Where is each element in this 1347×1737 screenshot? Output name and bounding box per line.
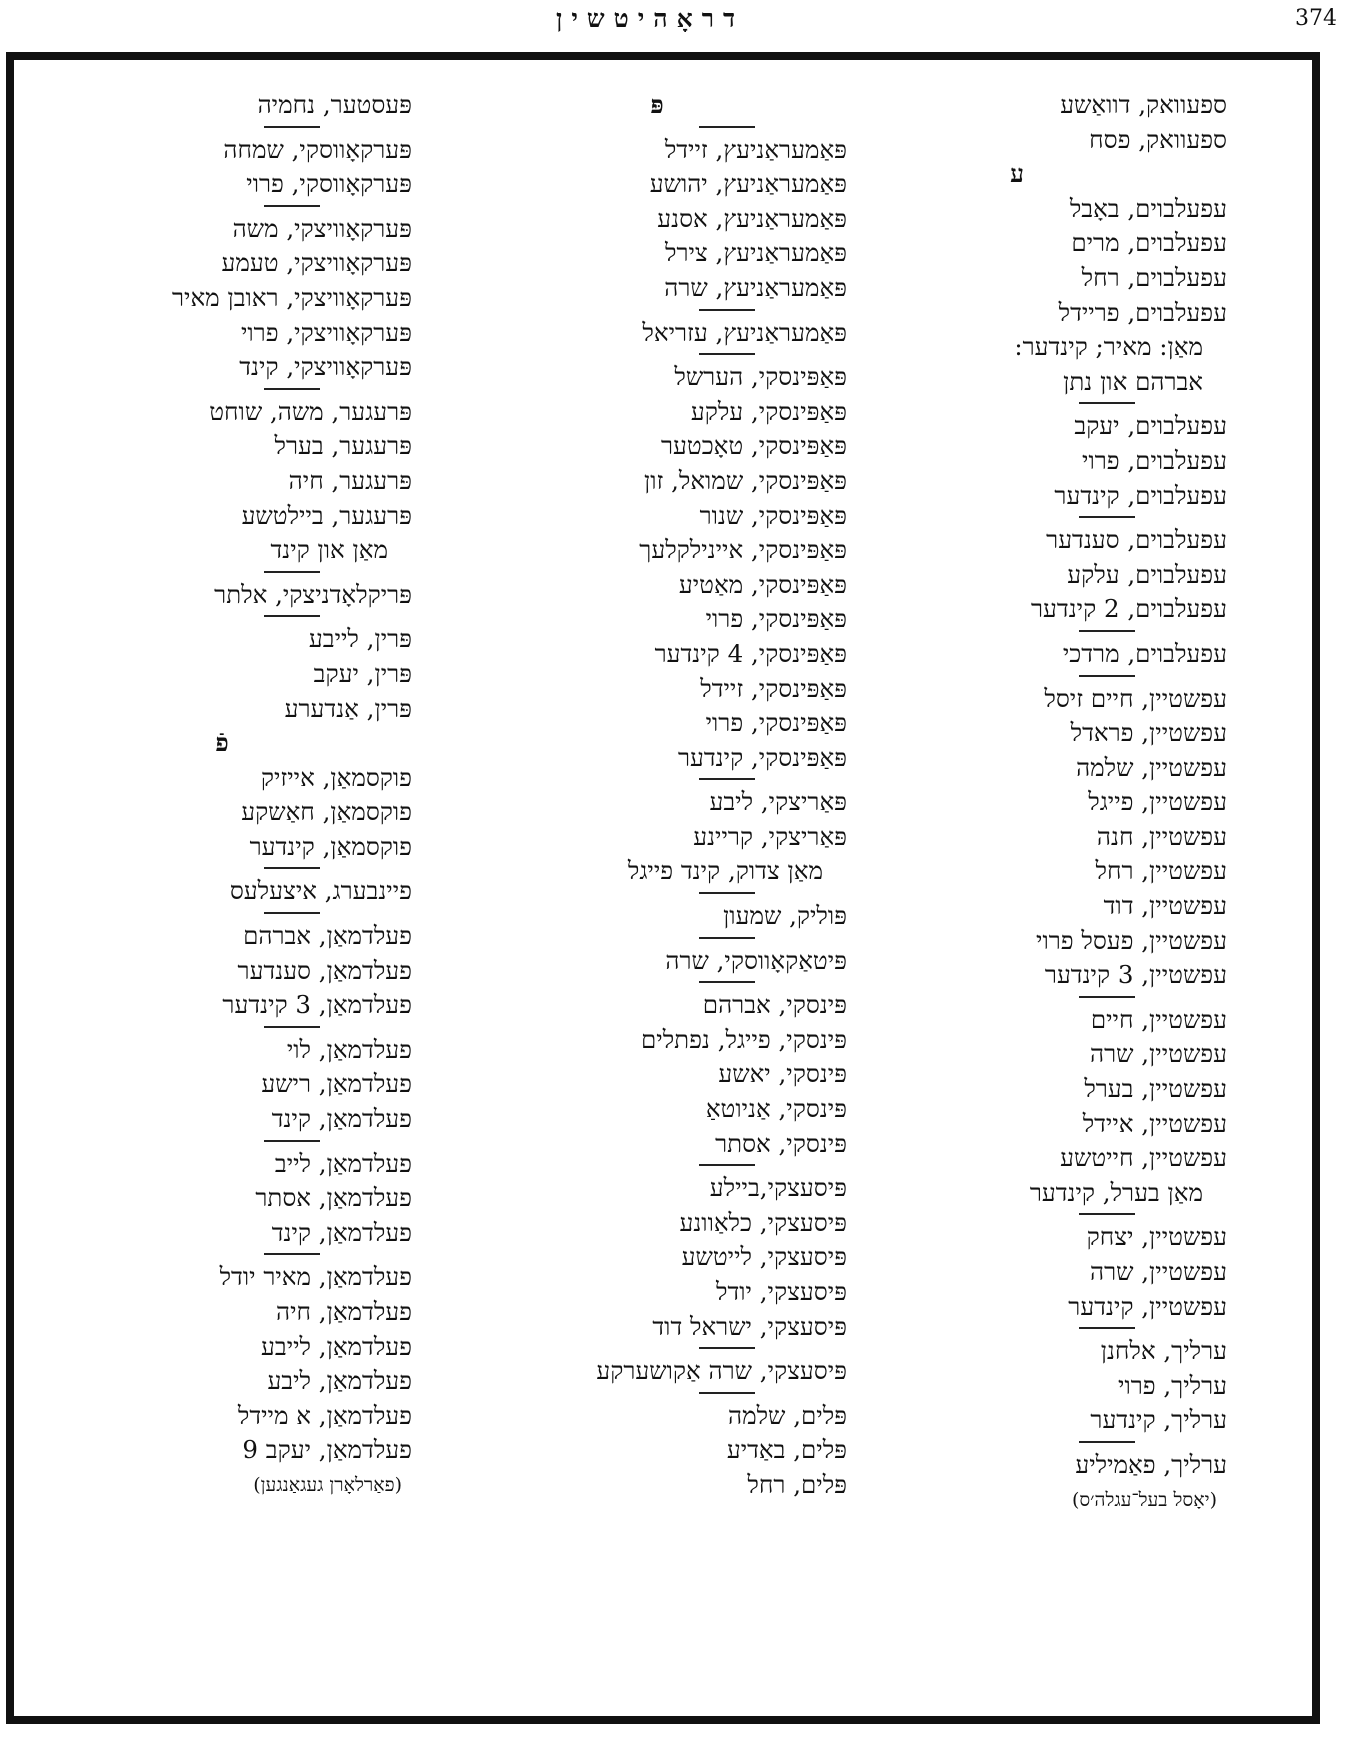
- page-header: [0, 4, 1347, 38]
- list-item: פעלדמאַן, מאיר יודל: [219, 1262, 412, 1292]
- group-separator: [467, 978, 847, 988]
- list-item: פוקסמאַן, אייזיק: [260, 762, 412, 792]
- list-item: פּאַפּינסקי, הערשל: [674, 362, 847, 392]
- list-item: עפשטיין, חיים: [1090, 1004, 1227, 1034]
- group-separator: [467, 350, 847, 360]
- list-item: פּאַמעראַניעץ, אסנע: [657, 203, 847, 233]
- list-item: עפעלבוים, פריידל: [1058, 297, 1227, 327]
- list-item: פעלדמאַן, לייב: [274, 1148, 412, 1178]
- list-item: עפעלבוים, מרים: [1071, 228, 1227, 258]
- list-item: פעלדמאַן, א מיידל: [237, 1400, 412, 1430]
- list-item: פּיסעצקי, שרה אַקושערקע: [596, 1356, 847, 1386]
- list-item: פּערקאָוויצקי, קינד: [239, 352, 412, 382]
- list-item: פעלדמאַן, רישע: [261, 1069, 412, 1099]
- list-item: ערליך, פאַמיליע: [1075, 1449, 1227, 1479]
- list-item: פּערקאָווסקי, פרוי: [246, 169, 412, 199]
- list-item: פוקסמאַן, חאַשקע: [241, 797, 412, 827]
- list-item: מאַן בערל, קינדער: [1029, 1177, 1203, 1207]
- list-item: עפעלבוים, מרדכי: [1062, 638, 1227, 668]
- list-item: פּינסקי, אסתר: [715, 1128, 847, 1158]
- list-item: פּערקאָוויצקי, משה: [232, 213, 412, 243]
- list-item: פּאַפּינסקי, זיידל: [700, 673, 847, 703]
- group-separator: [32, 1023, 412, 1033]
- list-item: מאַן צדוק, קינד פייגל: [627, 856, 823, 886]
- group-separator: [467, 889, 847, 899]
- list-item: עפשטיין, פראדל: [1070, 718, 1227, 748]
- list-item: עפשטיין, דוד: [1103, 891, 1227, 921]
- list-item: עפעלבוים, קינדער: [1054, 480, 1227, 510]
- list-item: פּאַמעראַניעץ, צירל: [664, 238, 847, 268]
- list-item: פּלים, שלמה: [727, 1400, 847, 1430]
- group-separator: [32, 1250, 412, 1260]
- list-item: פעלדמאַן, לוי: [286, 1034, 412, 1064]
- list-item: פּלים, באַדיע: [726, 1435, 847, 1465]
- list-item: פעלדמאַן, אברהם: [243, 921, 412, 951]
- list-item: פעלדמאַן, יעקב 9: [242, 1435, 412, 1465]
- list-item: פּעסטער, נחמיה: [257, 90, 412, 119]
- list-item: פּריקלאָדניצקי, אלתר: [214, 579, 412, 609]
- column-middle: [467, 88, 847, 1503]
- list-item: עפעלבוים, עלקע: [1067, 559, 1227, 589]
- group-separator: [32, 202, 412, 212]
- group-separator: [807, 627, 1227, 637]
- list-item: פעלדמאַן, 3 קינדער: [222, 990, 412, 1020]
- list-item: עפעלבוים, באָבל: [1069, 193, 1227, 223]
- list-item: פּאַפּינסקי, עלקע: [690, 396, 847, 426]
- footnote: (פאַרלאָרן געגאַנגען): [253, 1473, 402, 1496]
- list-item: פּאַפּינסקי, קינדער: [678, 742, 847, 772]
- group-separator: [807, 513, 1227, 523]
- list-item: פּרעגער, ביילטשע: [241, 500, 412, 530]
- list-item: פּאַפּינסקי, 4 קינדער: [654, 638, 847, 668]
- group-separator: [467, 1344, 847, 1354]
- list-item: פעלדמאַן, לייבע: [261, 1331, 412, 1361]
- list-item: עפשטיין, בערל: [1084, 1074, 1227, 1104]
- list-item: פּאַמעראַניעץ, זיידל: [664, 134, 847, 164]
- list-item: פּאַפּינסקי, מאַטיע: [678, 569, 847, 599]
- group-separator: [467, 775, 847, 785]
- list-item: עפשטיין, שרה: [1090, 1039, 1227, 1069]
- list-item: פּינסקי, יאשע: [718, 1059, 847, 1089]
- list-item: עפשטיין, חיים זיסל: [1044, 683, 1227, 713]
- list-item: פּאַמעראַניעץ, שרה: [664, 272, 847, 302]
- group-separator: [807, 399, 1227, 409]
- list-item: פּערקאָוויצקי, פרוי: [240, 317, 412, 347]
- list-item: עפעלבוים, סענדער: [1046, 525, 1227, 555]
- list-item: פעלדמאַן, ליבע: [267, 1366, 412, 1396]
- list-item: עפשטיין, רחל: [1095, 856, 1227, 886]
- list-item: פוקסמאַן, קינדער: [249, 831, 412, 861]
- list-item: פעלדמאַן, קינד: [271, 1104, 412, 1134]
- list-item: פּרעגער, משה, שוחט: [209, 396, 412, 426]
- list-item: פּינסקי, אַניוטאַ: [705, 1094, 847, 1124]
- group-separator: [32, 568, 412, 578]
- group-separator: [467, 1389, 847, 1399]
- list-item: פּאַפּינסקי, איינילקלעך: [639, 535, 847, 565]
- list-item: פּיסעצקי,ביילע: [709, 1173, 847, 1203]
- list-item: פּאַפּינסקי, פרוי: [705, 604, 847, 634]
- list-item: פּרעגער, בערל: [274, 431, 412, 461]
- group-separator: [467, 934, 847, 944]
- list-item: עפשטיין, קינדער: [1068, 1291, 1227, 1321]
- group-separator: [807, 672, 1227, 682]
- list-item: פּוליק, שמעון: [723, 901, 847, 931]
- group-separator: [32, 909, 412, 919]
- list-item: פּרעגער, חיה: [288, 465, 412, 495]
- list-item: פּאַריצקי, ליבע: [709, 787, 847, 817]
- group-separator: [467, 123, 847, 133]
- list-item: פּיסעצקי, כלאַוונע: [679, 1207, 847, 1237]
- list-item: פּלים, רחל: [747, 1469, 847, 1499]
- list-item: אברהם און נתן: [1063, 366, 1203, 396]
- running-title: דראָהיטשין: [555, 4, 745, 33]
- group-separator: [32, 864, 412, 874]
- list-item: פּינסקי, אברהם: [702, 990, 847, 1020]
- list-item: פּאַפּינסקי, טאָכטער: [661, 431, 847, 461]
- column-left: [32, 88, 412, 1503]
- list-item: ערליך, אלחנן: [1100, 1336, 1227, 1366]
- list-item: פּאַמעראַניעץ, יהושע: [649, 169, 847, 199]
- section-letter: ע: [1010, 159, 1024, 189]
- list-item: פּיסעצקי, ישראל דוד: [652, 1311, 847, 1341]
- list-item: פּערקאָווסקי, שמחה: [223, 134, 412, 164]
- list-item: עפשטיין, שלמה: [1076, 752, 1227, 782]
- list-item: פּאַמעראַניעץ, עזריאל: [642, 317, 847, 347]
- group-separator: [807, 993, 1227, 1003]
- list-item: פּרין, לייבע: [308, 624, 412, 654]
- list-item: ספעוואק, דוואַשע: [1060, 90, 1227, 119]
- footnote: (יאָסל בעל־עגלה׳ס): [1071, 1488, 1217, 1511]
- list-item: עפשטיין, פייגל: [1088, 787, 1227, 817]
- list-item: פּאַפּינסקי, שמואל, זון: [643, 465, 847, 495]
- column-right: [807, 88, 1227, 1517]
- list-item: עפשטיין, יצחק: [1086, 1222, 1227, 1252]
- list-item: עפשטיין, איידל: [1082, 1108, 1227, 1138]
- list-item: עפשטיין, פעסל פרוי: [1036, 925, 1227, 955]
- list-item: מאַן: מאיר; קינדער:: [1014, 332, 1203, 362]
- page-number: 374: [1295, 6, 1337, 31]
- group-separator: [807, 1210, 1227, 1220]
- list-item: פּרין, אַנדערע: [284, 693, 412, 723]
- group-separator: [467, 1161, 847, 1171]
- list-item: פּערקאָוויצקי, טעמע: [221, 248, 412, 278]
- group-separator: [467, 306, 847, 316]
- list-item: פּאַפּינסקי, פרוי: [705, 708, 847, 738]
- list-item: פעלדמאַן, אסתר: [255, 1183, 412, 1213]
- list-item: פּיטאַקאָווסקי, שרה: [665, 945, 847, 975]
- list-item: עפשטיין, 3 קינדער: [1044, 960, 1227, 990]
- list-item: ספעוואק, פסח: [1089, 124, 1227, 154]
- list-item: פעלדמאַן, קינד: [271, 1217, 412, 1247]
- section-letter: פֿ: [215, 728, 229, 758]
- group-separator: [32, 385, 412, 395]
- group-separator: [32, 123, 412, 133]
- list-item: פּאַפּינסקי, שנור: [699, 500, 847, 530]
- list-item: פּרין, יעקב: [313, 658, 412, 688]
- list-item: עפשטיין, חייטשע: [1060, 1143, 1227, 1173]
- list-item: ערליך, פרוי: [1118, 1370, 1227, 1400]
- group-separator: [32, 1137, 412, 1147]
- list-item: עפשטיין, חנה: [1096, 821, 1227, 851]
- list-item: פּאַריצקי, קריינע: [693, 821, 847, 851]
- list-item: פּערקאָוויצקי, ראובן מאיר: [172, 282, 412, 312]
- list-item: עפעלבוים, פרוי: [1082, 445, 1227, 475]
- list-item: פּיסעצקי, יודל: [716, 1277, 847, 1306]
- group-separator: [32, 612, 412, 622]
- section-letter: פּ: [650, 90, 664, 119]
- list-item: עפשטיין, שרה: [1090, 1257, 1227, 1286]
- list-item: עפעלבוים, רחל: [1081, 262, 1227, 292]
- group-separator: [807, 1324, 1227, 1334]
- list-item: עפעלבוים, 2 קינדער: [1031, 594, 1227, 624]
- group-separator: [807, 1438, 1227, 1448]
- list-item: פיינבערג, איצעלעס: [229, 876, 412, 906]
- list-item: פעלדמאַן, חיה: [275, 1297, 412, 1326]
- list-item: פּיסעצקי, לייטשע: [681, 1242, 847, 1272]
- list-item: עפעלבוים, יעקב: [1074, 411, 1227, 441]
- list-item: פעלדמאַן, סענדער: [237, 955, 412, 985]
- list-item: פּינסקי, פייגל, נפתלים: [640, 1024, 847, 1054]
- list-item: מאַן און קינד: [270, 535, 388, 565]
- list-item: ערליך, קינדער: [1090, 1405, 1227, 1435]
